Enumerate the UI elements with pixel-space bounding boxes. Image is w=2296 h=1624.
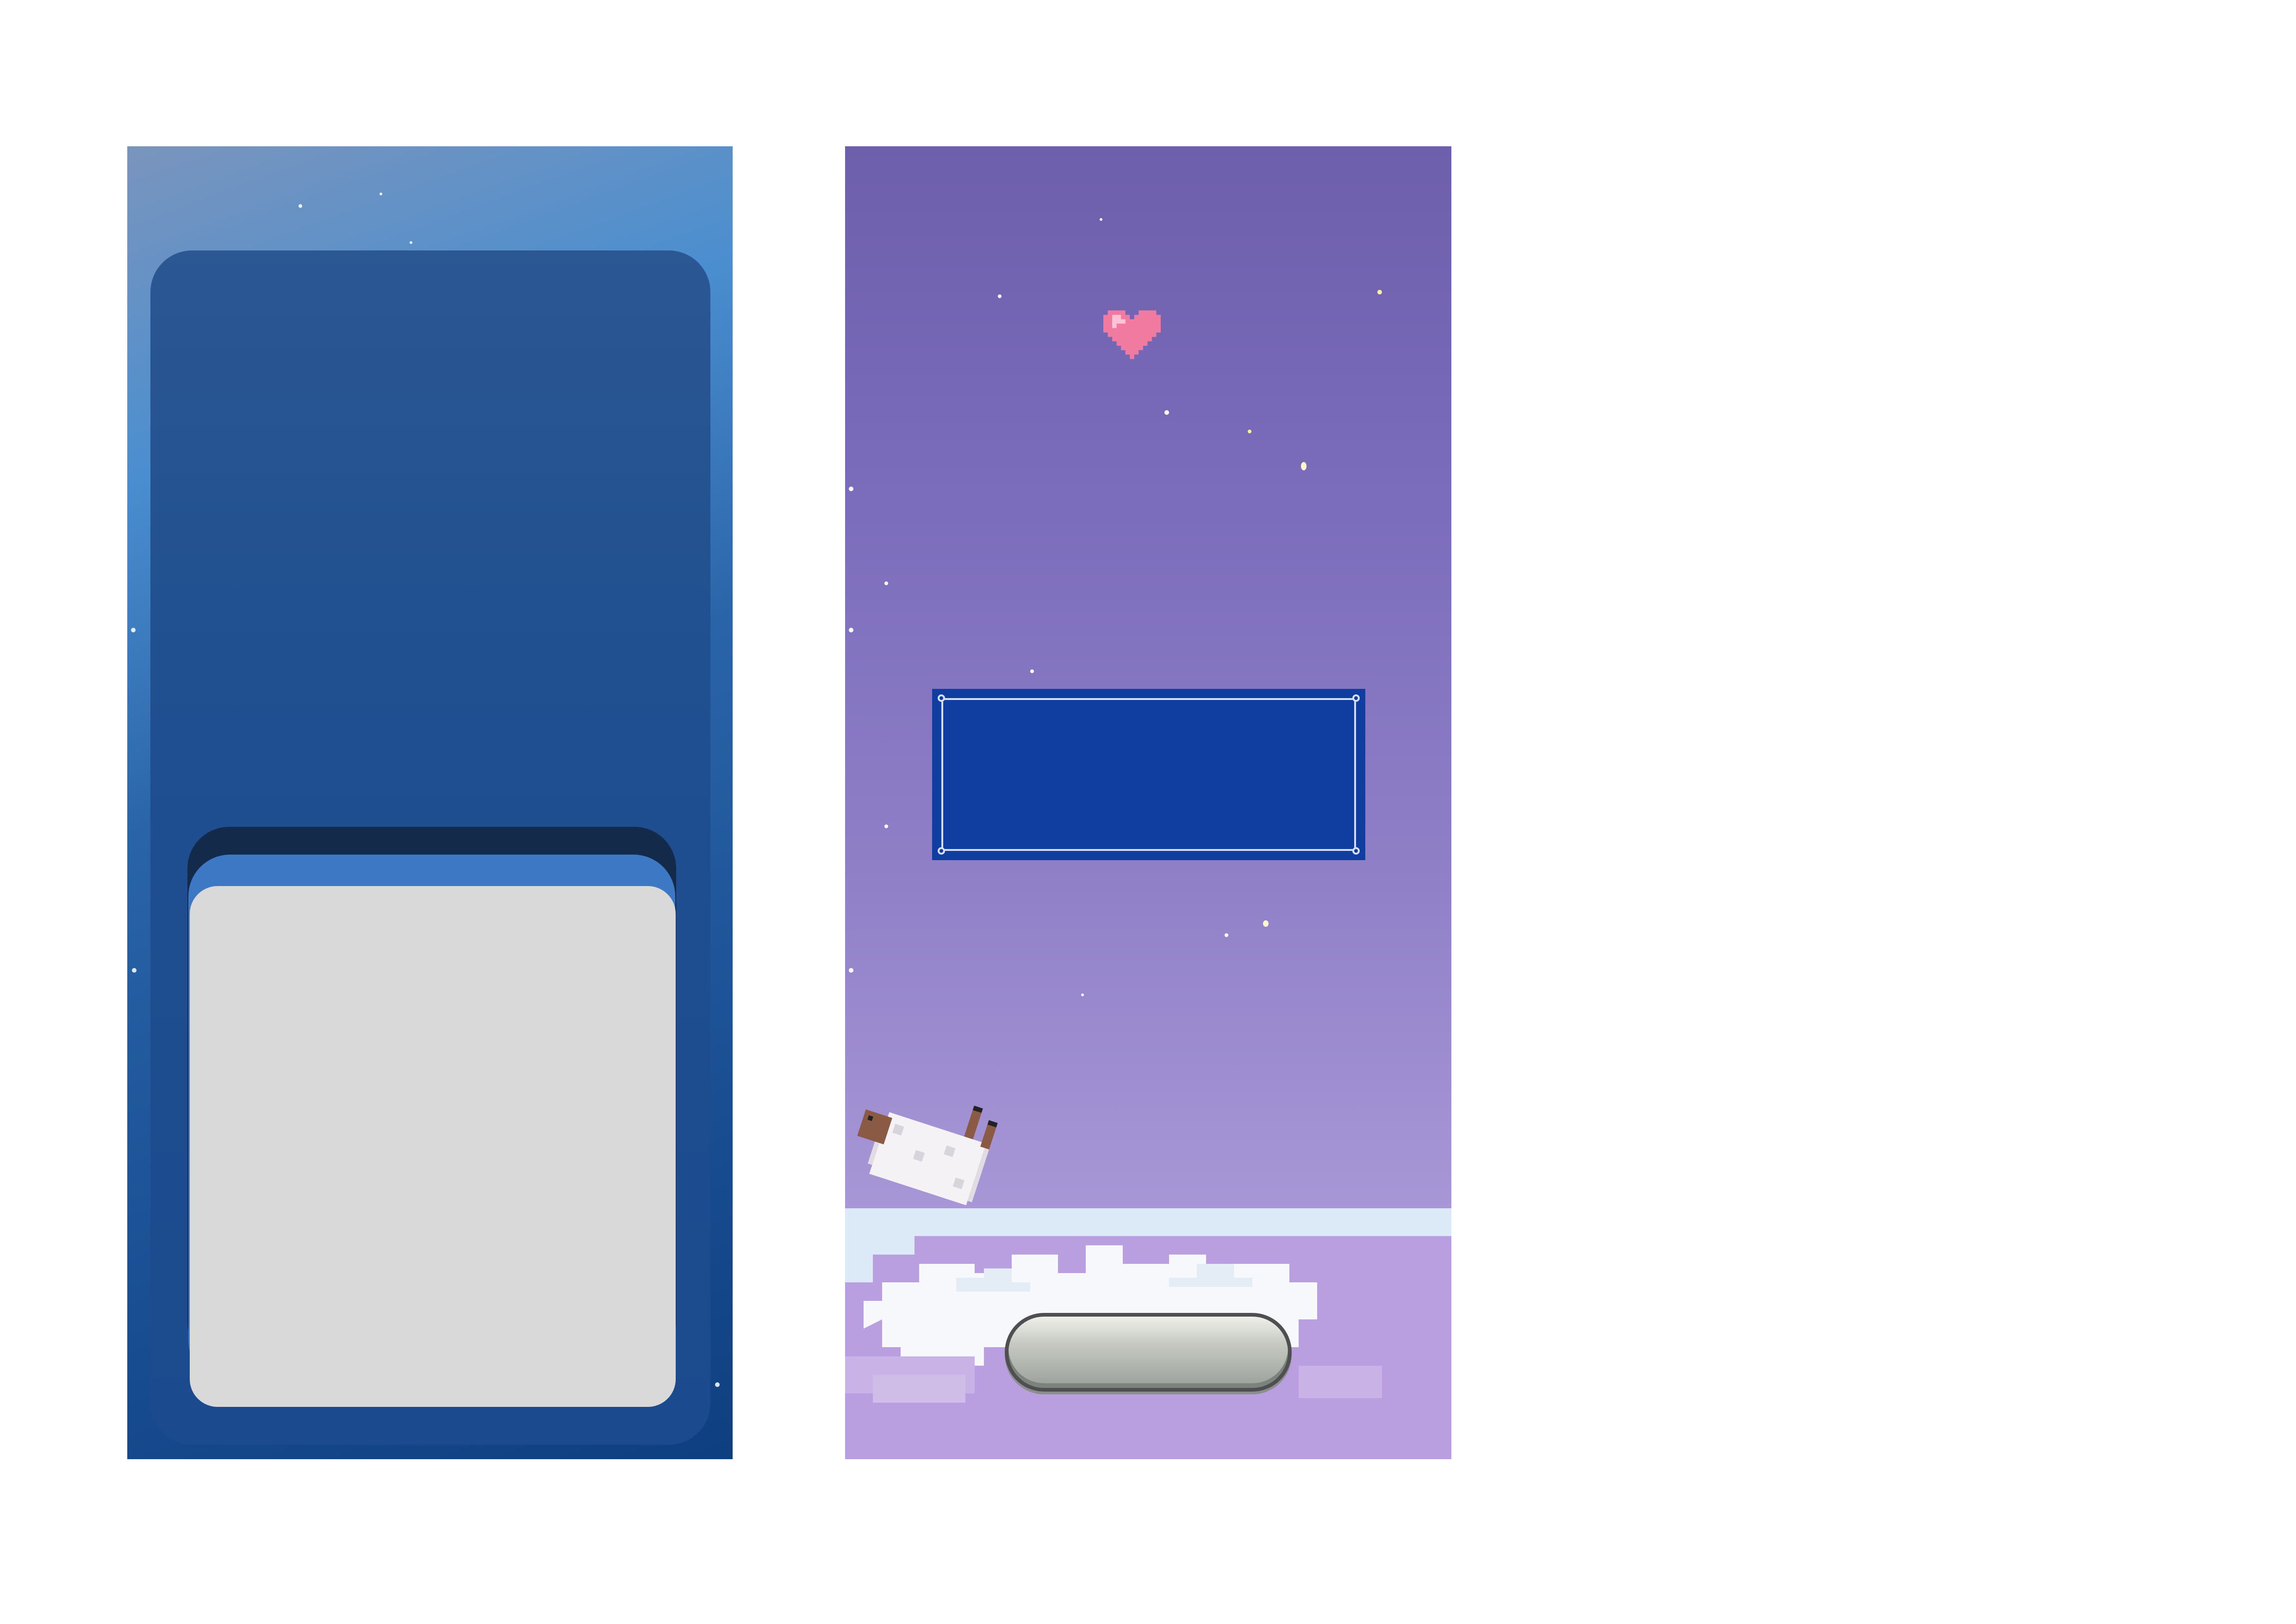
- info-card: [190, 886, 676, 1407]
- star-decoration: [884, 824, 888, 828]
- star-decoration: [884, 581, 888, 585]
- message-box-border: [941, 698, 1356, 851]
- star-decoration: [849, 968, 853, 973]
- star-decoration: [1301, 462, 1307, 470]
- corner-ornament: [1352, 694, 1360, 702]
- corner-ornament: [938, 694, 945, 702]
- star-decoration: [1164, 410, 1169, 415]
- chart-screen: [127, 146, 733, 1459]
- star-decoration: [849, 487, 853, 491]
- star-decoration: [849, 628, 853, 632]
- game-over-screen: [845, 146, 1451, 1459]
- star-decoration: [1225, 933, 1228, 937]
- star-decoration: [715, 1382, 720, 1387]
- star-decoration: [1030, 669, 1034, 673]
- line-chart: [127, 146, 733, 818]
- star-decoration: [1377, 290, 1382, 294]
- star-decoration: [1100, 218, 1102, 221]
- retry-button[interactable]: [1005, 1313, 1292, 1392]
- section-heading: [1500, 147, 2226, 203]
- star-decoration: [132, 968, 137, 973]
- star-decoration: [998, 294, 1002, 298]
- star-decoration: [1248, 430, 1251, 433]
- star-decoration: [1263, 920, 1269, 927]
- message-box: [932, 689, 1365, 860]
- heart-icon: [1103, 309, 1161, 360]
- description-text: [1500, 147, 2226, 258]
- star-decoration: [1081, 993, 1084, 996]
- corner-ornament: [938, 847, 945, 855]
- corner-ornament: [1352, 847, 1360, 855]
